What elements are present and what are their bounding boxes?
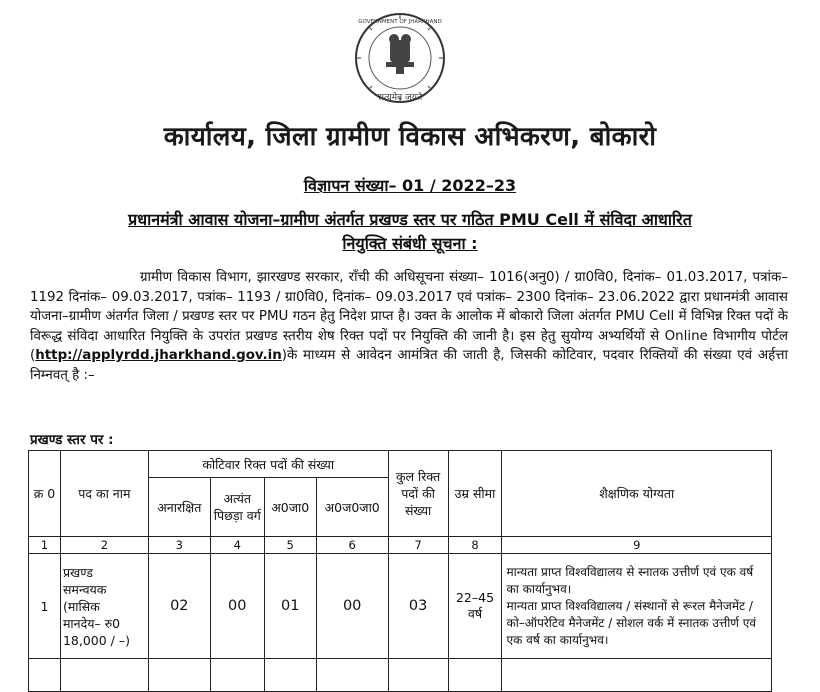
emblem-motto: सत्यमेव जयते [377, 93, 423, 103]
header-unreserved: अनारक्षित [148, 478, 210, 537]
advertisement-number-text: विज्ञापन संख्या– 01 / 2022–23 [303, 176, 517, 195]
post-name-line: प्रखण्ड [62, 564, 93, 580]
body-line-1: ग्रामीण विकास विभाग, झारखण्ड सरकार, राँची की अधिसूचना संख्या– 1016(अनु0) / ग्रा0वि0, [140, 270, 618, 285]
body-line-6-before: अभ्यर्थियों से Online विभागीय पोर्टल ( [30, 328, 788, 363]
header-age: उम्र सीमा [448, 451, 502, 537]
advertisement-number [0, 174, 820, 196]
column-number: 7 [388, 537, 448, 554]
column-number: 2 [60, 537, 148, 554]
header-sc: अ0जा0 [264, 478, 316, 537]
column-number: 5 [264, 537, 316, 554]
qualification-para: मान्यता प्राप्त विश्वविद्यालय से स्नातक उत्तीर्ण एवं एक वर्ष का कार्यानुभव। [506, 564, 754, 596]
column-number: 9 [502, 537, 772, 554]
column-number: 8 [448, 537, 502, 554]
row-serial: 1 [29, 554, 61, 659]
header-total: कुल रिक्त पदों की संख्या [388, 451, 448, 537]
qualification-para: मान्यता प्राप्त विश्वविद्यालय / संस्थानों से रूरल मैनेजमेंट / को–ऑपरेटिव मैनेजमेंट / सोशल वर्क में स्नातक उत्तीर्ण एवं एक वर्ष का कार्यानुभव। [506, 598, 757, 647]
row-qualification [502, 554, 772, 659]
header-post-name: पद का नाम [60, 451, 148, 537]
block-level-label: प्रखण्ड स्तर पर : [30, 432, 114, 448]
post-name-line: मानदेय– रु0 [62, 615, 121, 631]
body-line-5: संविदा आधारित नियुक्ति के उपरांत प्रखण्ड स्तरीय शेष रिक्त पदों पर नियुक्ति की जानी है। इस हेतु सुयोग्य [67, 328, 593, 344]
row-ebc: 00 [210, 554, 264, 659]
header-qualification: शैक्षणिक योग्यता [502, 451, 772, 537]
portal-link[interactable]: http://applyrdd.jharkhand.gov.in [35, 348, 282, 363]
emblem-ring-text: GOVERNMENT OF JHARKHAND [358, 19, 442, 25]
body-line-6-after: )के माध्यम से आवेदन आमंत्रित की [281, 348, 458, 363]
column-number: 4 [210, 537, 264, 554]
subject-line-1: प्रधानमंत्री आवास योजना–ग्रामीण अंतर्गत प्रखण्ड स्तर पर गठित PMU Cell में संविदा आधारित [128, 210, 692, 229]
row-total: 03 [388, 554, 448, 659]
table-row [29, 554, 772, 659]
table-row-partial [29, 659, 772, 692]
row-st: 00 [316, 554, 388, 659]
header-st: अ0ज0जा0 [316, 478, 388, 537]
vacancy-table [28, 450, 772, 692]
header-category-group: कोटिवार रिक्त पदों की संख्या [148, 451, 388, 478]
row-post-name [60, 554, 148, 659]
header-serial: क्र 0 [29, 451, 61, 537]
row-unreserved: 02 [148, 554, 210, 659]
notice-subject [30, 208, 790, 256]
column-number: 3 [148, 537, 210, 554]
body-line-4: गठन हेतु निदेश प्राप्त है। उक्त के आलोक में बोकारो जिला अंतर्गत PMU Cell में विभिन्न रिक्त पदों के विरूद्ध [30, 309, 788, 344]
row-age [448, 554, 502, 659]
subject-line-2: नियुक्ति संबंधी सूचना : [342, 234, 478, 253]
post-name-line: 18,000 / –) [62, 632, 130, 648]
header-ebc: अत्यंत पिछड़ा वर्ग [210, 478, 264, 537]
column-number: 6 [316, 537, 388, 554]
age-line: वर्ष [467, 606, 483, 621]
body-line-3: पत्रांक– 2300 दिनांक– 23.06.2022 द्वारा प्रधानमंत्री आवास योजना–ग्रामीण अंतर्गत जिला / प्रखण्ड स्तर पर PMU [30, 289, 788, 324]
age-line: 22–45 [455, 590, 495, 605]
column-number-row [29, 537, 772, 554]
post-name-line: (मासिक [62, 598, 100, 614]
column-number: 1 [29, 537, 61, 554]
office-title: कार्यालय, जिला ग्रामीण विकास अभिकरण, बोकारो [163, 122, 657, 152]
body-line-2: दिनांक– 01.03.2017, पत्रांक– 1192 दिनांक– 09.03.2017, पत्रांक– 1193 / ग्रा0वि0, दिनांक– 09.03.2017 एवं [30, 270, 789, 305]
row-sc: 01 [264, 554, 316, 659]
notice-body [30, 268, 788, 385]
post-name-line: समन्वयक [62, 581, 107, 597]
body-line-7: जाती है, जिसकी कोटिवार, पदवार रिक्तियों की संख्या एवं अर्हत्ता निम्नवत् है :– [30, 348, 788, 383]
